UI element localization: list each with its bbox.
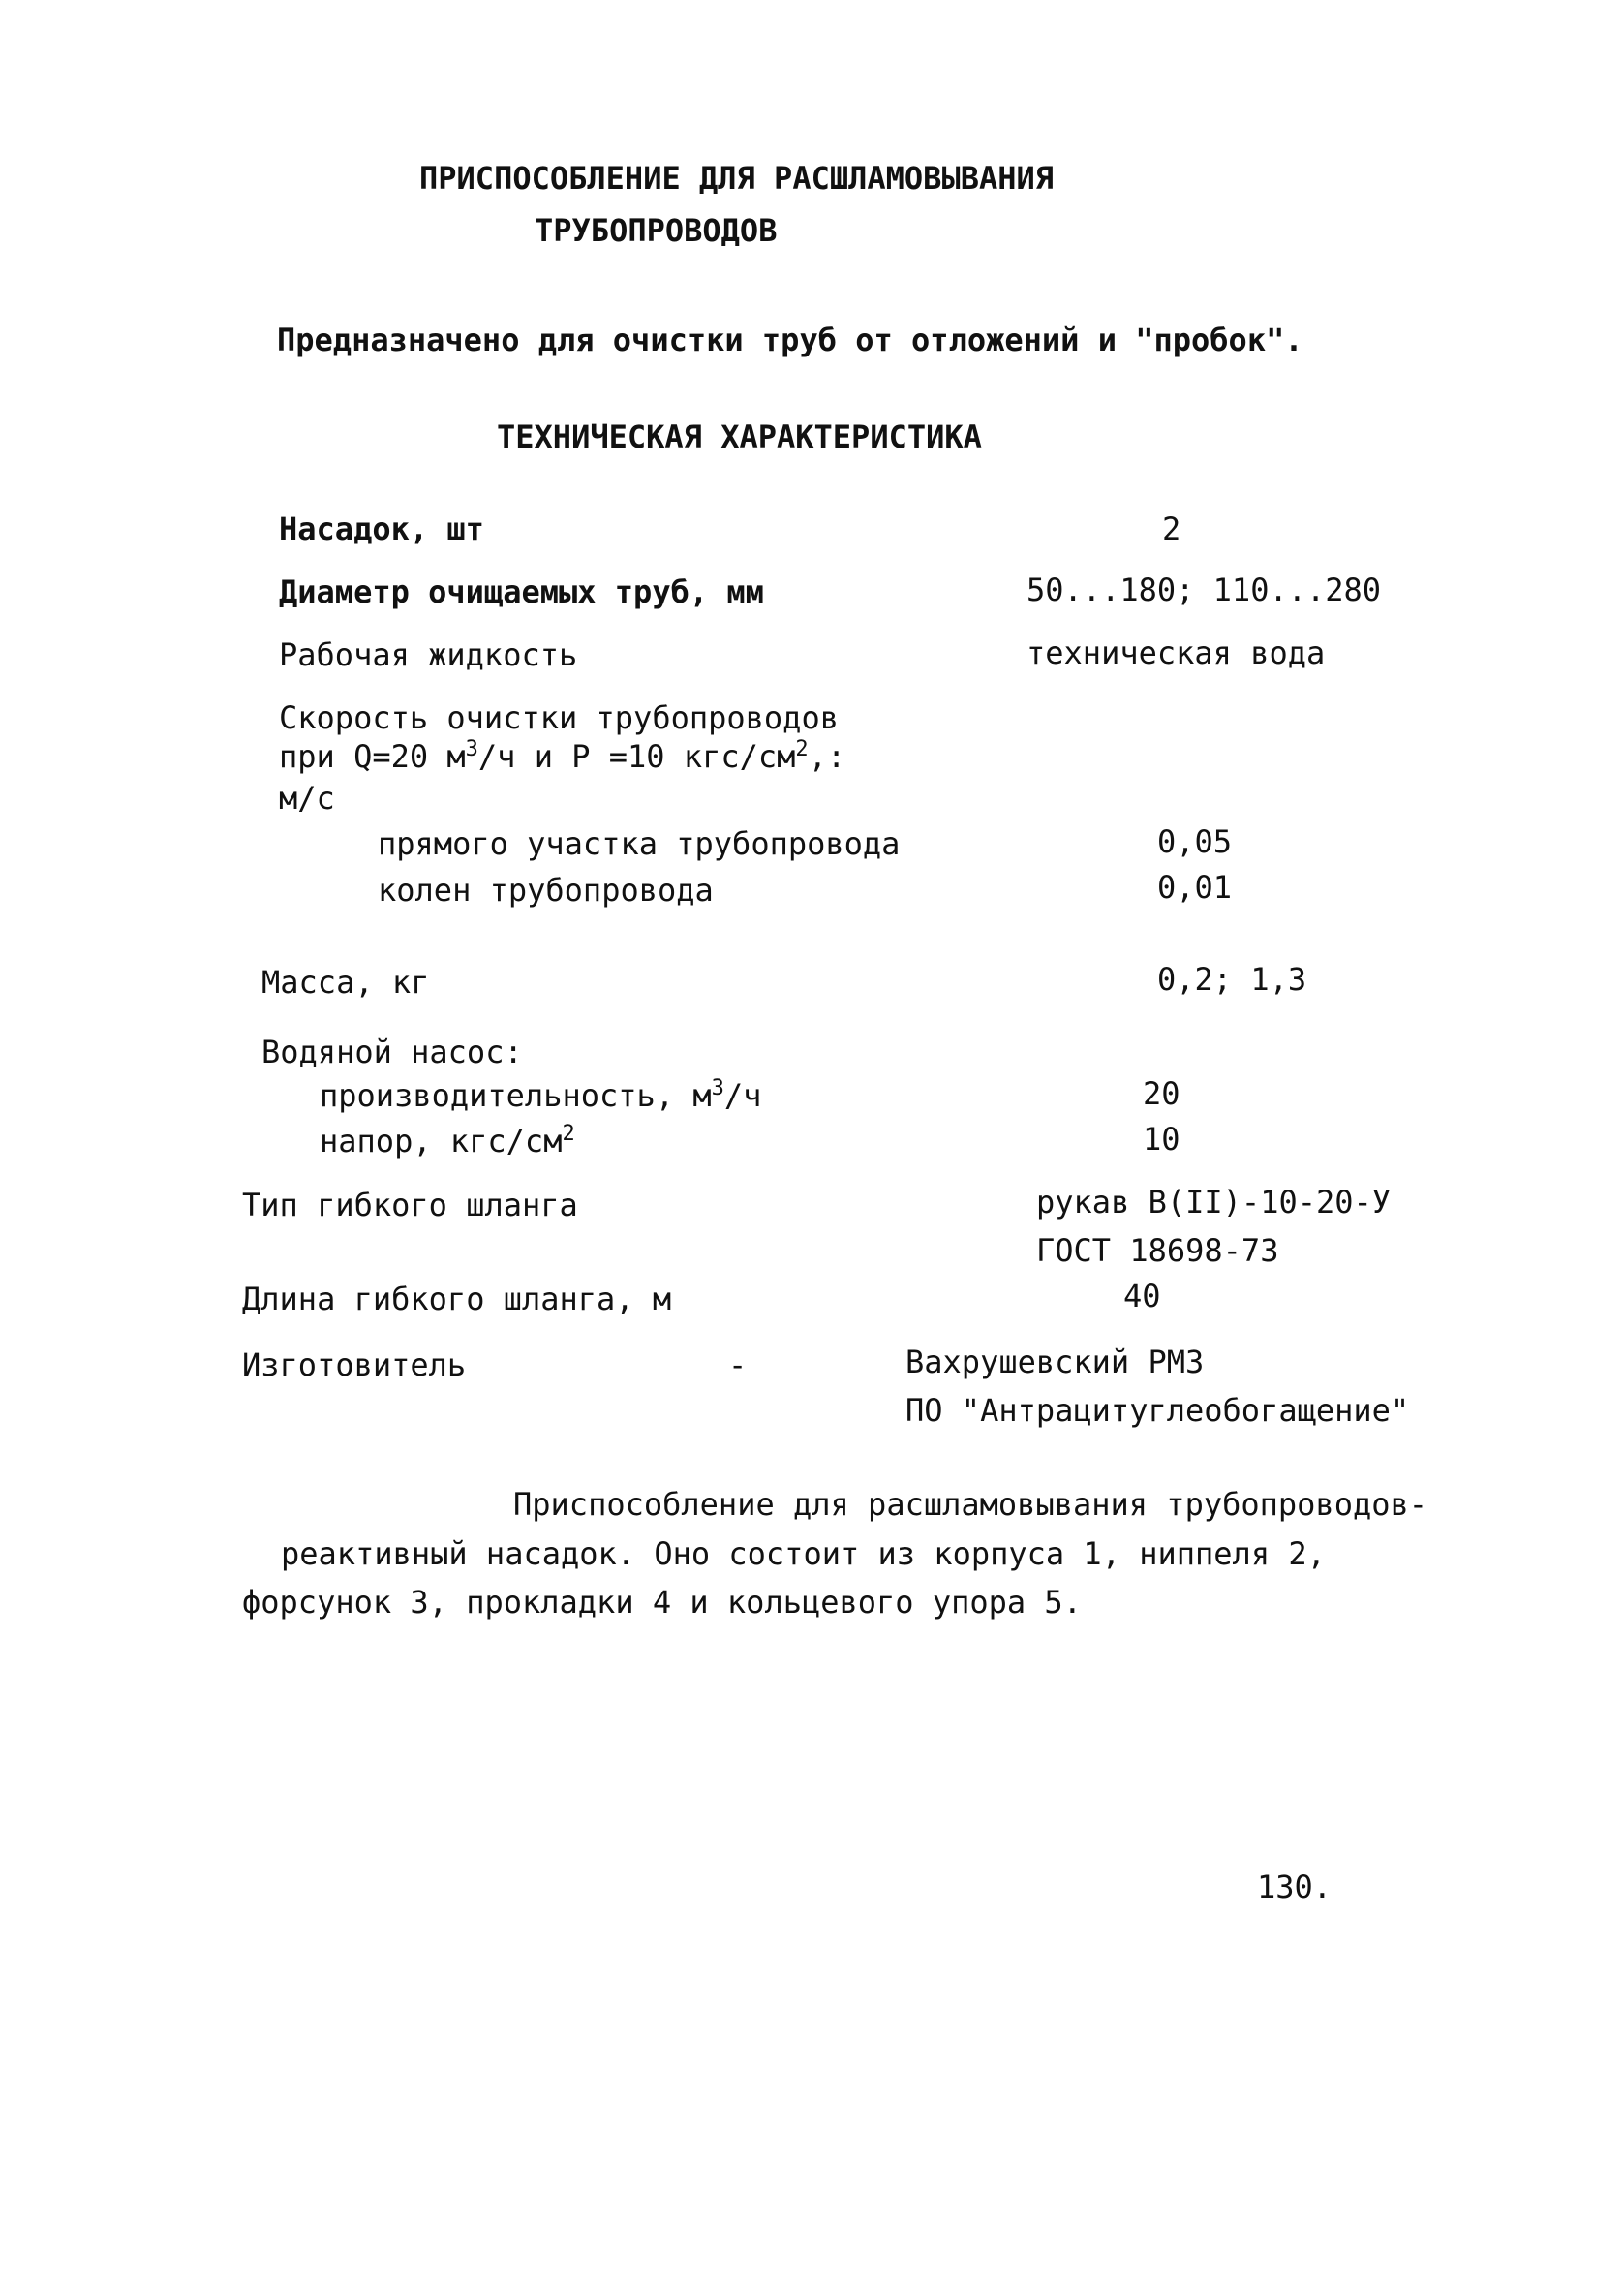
description-line-1: Приспособление для расшламовывания трубопроводов- <box>513 1486 1428 1523</box>
spec-speed-bends-value: 0,01 <box>1157 869 1233 906</box>
spec-mass-value: 0,2; 1,3 <box>1157 961 1307 998</box>
spec-hose-length-value: 40 <box>1123 1278 1161 1314</box>
spec-mass-label: Масса, кг <box>261 964 430 1001</box>
spec-manufacturer-value-2: ПО "Антрацитуглеобогащение" <box>905 1392 1410 1429</box>
capacity-text-b: /ч <box>723 1077 762 1114</box>
spec-pump-head-label <box>320 1121 575 1159</box>
spec-fluid-value: техническая вода <box>1026 634 1326 671</box>
spec-pump-head-value: 10 <box>1143 1121 1180 1158</box>
capacity-sup: 3 <box>711 1075 724 1100</box>
spec-pump-capacity-value: 20 <box>1143 1075 1180 1112</box>
spec-speed-line-3: м/с <box>279 780 335 817</box>
spec-hose-length-label: Длина гибкого шланга, м <box>242 1281 672 1317</box>
speed-text-c: ,: <box>808 738 846 775</box>
spec-manufacturer-label: Изготовитель <box>242 1346 467 1383</box>
spec-hose-type-value-2: ГОСТ 18698-73 <box>1036 1232 1279 1269</box>
spec-speed-straight-value: 0,05 <box>1157 823 1233 860</box>
speed-text-a: при Q=20 м <box>279 738 466 775</box>
spec-diameter-label: Диаметр очищаемых труб, мм <box>279 573 764 610</box>
spec-speed-line-1: Скорость очистки трубопроводов <box>279 699 839 736</box>
capacity-text-a: производительность, м <box>320 1077 712 1114</box>
spec-speed-bends-label: колен трубопровода <box>378 872 714 909</box>
spec-speed-straight-label: прямого участка трубопровода <box>378 825 901 862</box>
speed-sup-2: 2 <box>795 736 809 761</box>
spec-heading: ТЕХНИЧЕСКАЯ ХАРАКТЕРИСТИКА <box>497 418 982 455</box>
spec-fluid-label: Рабочая жидкость <box>279 636 578 673</box>
head-text-a: напор, кгс/см <box>320 1123 563 1159</box>
description-line-3: форсунок 3, прокладки 4 и кольцевого упора 5. <box>242 1584 1082 1621</box>
page-number: 130. <box>1257 1869 1333 1905</box>
purpose-text: Предназначено для очистки труб от отложений и "пробок". <box>277 322 1303 358</box>
title-line-2: ТРУБОПРОВОДОВ <box>535 212 778 249</box>
description-line-2: реактивный насадок. Оно состоит из корпуса 1, ниппеля 2, <box>281 1535 1326 1572</box>
spec-nozzles-value: 2 <box>1162 510 1181 547</box>
spec-speed-line-2 <box>279 736 846 775</box>
head-sup: 2 <box>562 1121 575 1146</box>
speed-sup-1: 3 <box>465 736 478 761</box>
title-line-1: ПРИСПОСОБЛЕНИЕ ДЛЯ РАСШЛАМОВЫВАНИЯ <box>419 160 1055 197</box>
spec-hose-type-value-1: рукав В(II)-10-20-У <box>1036 1184 1392 1221</box>
spec-hose-type-label: Тип гибкого шланга <box>242 1187 578 1223</box>
spec-nozzles-label: Насадок, шт <box>279 510 484 547</box>
speed-text-b: /ч и Р =10 кгс/см <box>477 738 796 775</box>
spec-manufacturer-value-1: Вахрушевский РМЗ <box>905 1344 1205 1380</box>
spec-manufacturer-dash: - <box>728 1346 748 1383</box>
spec-diameter-value: 50...180; 110...280 <box>1026 572 1382 608</box>
spec-pump-capacity-label <box>320 1075 762 1114</box>
spec-pump-label: Водяной насос: <box>261 1034 523 1070</box>
